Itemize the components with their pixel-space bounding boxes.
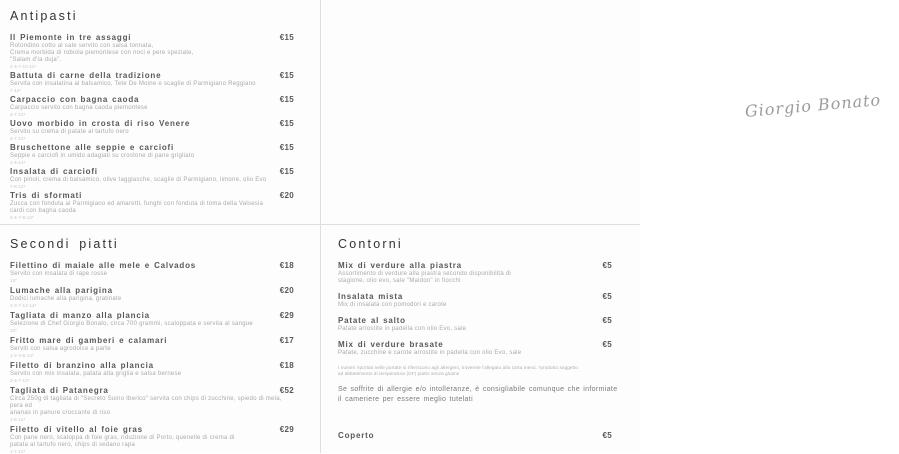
menu-item-head: [10, 336, 294, 346]
item-description-line: Mix di insalata con pomodori e carote: [338, 302, 447, 308]
item-description-line: Patate arrostite in padella con olio Evo, sale: [338, 326, 467, 332]
menu-item-head: [10, 286, 294, 296]
allergy-warning-line: Se soffrite di allergie e/o intolleranze, è consigliabile comunque che informiate: [338, 386, 618, 393]
item-price: €15: [279, 33, 294, 42]
allergen-codes: 7-8-12*: [10, 184, 26, 189]
allergen-codes: 12*: [10, 328, 18, 333]
item-name: Filettino di maiale alle mele e Calvados: [10, 261, 197, 270]
item-price: €29: [279, 425, 294, 434]
contorni-item-list: [338, 261, 612, 357]
item-description-line: Circa 250g di tagliata di "Secreto Suino Iberico" servita con chips di zucchine, spiedo di mela, pera ed: [10, 396, 282, 409]
menu-item-head: [10, 33, 294, 43]
menu-item-head: [10, 71, 294, 81]
item-name: Insalata di carciofi: [10, 167, 98, 176]
item-price: €15: [279, 71, 294, 80]
menu-item-head: [10, 143, 294, 153]
item-description-line: Dodici lumache alla parigina, gratinate: [10, 296, 122, 302]
menu-item: [338, 316, 612, 333]
allergen-codes: 1-3-7-12-14*: [10, 303, 37, 308]
coperto-row: [338, 431, 612, 441]
allergen-codes: 1-4-14*: [10, 160, 26, 165]
section-title-antipasti: Antipasti: [10, 9, 78, 23]
item-name: Filetto di vitello al foie gras: [10, 425, 143, 434]
coperto-label: Coperto: [338, 431, 375, 440]
item-name: Tagliata di manzo alla plancia: [10, 311, 150, 320]
allergen-codes: 2-4-7-10-12*: [10, 64, 37, 69]
item-description-line: Zucca con fonduta al Parmigiano ed amaretti, funghi con fonduta di toma della Valsesia: [10, 201, 264, 207]
item-name: Fritto mare di gamberi e calamari: [10, 336, 168, 345]
menu-item: [10, 95, 294, 117]
item-price: €29: [279, 311, 294, 320]
item-description-line: Crema morbida di robiola piemontese con noci e pere speziate,: [10, 50, 194, 56]
menu-item-head: [338, 340, 612, 350]
allergen-codes: 12*: [10, 278, 18, 283]
allergen-codes: 1-7-12*: [10, 449, 26, 454]
item-name: Mix di verdure brasate: [338, 340, 444, 349]
allergen-codes: 1-6-12*: [10, 417, 26, 422]
item-price: €5: [602, 340, 612, 349]
item-description-line: patata al tartufo nero, chips di sedano rapa: [10, 442, 136, 448]
item-description-line: Seppie e carciofi in umido adagiati su crostone di pane grigliato: [10, 153, 195, 159]
allergen-codes: 3-4-7-8-12*: [10, 215, 34, 220]
item-name: Tris di sformati: [10, 191, 83, 200]
item-name: Mix di verdure alla piastra: [338, 261, 462, 270]
menu-item: [10, 33, 294, 69]
coperto-price: €5: [602, 431, 612, 440]
item-name: Lumache alla parigina: [10, 286, 113, 295]
menu-item-head: [10, 167, 294, 177]
antipasti-item-list: [10, 33, 294, 220]
chef-signature: Giorgio Bonato: [744, 90, 882, 121]
menu-item-head: [10, 386, 294, 396]
menu-item: [10, 119, 294, 141]
item-description-line: Patate, zucchine e carote arrostite in padella con olio Evo, sale: [338, 350, 522, 356]
item-description-line: Servito con mix insalata, patata alla griglia e salsa bernese: [10, 371, 182, 377]
item-price: €17: [279, 336, 294, 345]
item-price: €18: [279, 261, 294, 270]
menu-item-head: [338, 292, 612, 302]
item-price: €20: [279, 286, 294, 295]
menu-item: [10, 261, 294, 283]
allergen-disclaimer-line: ad abbattimento di temperatura (GF) piatto senza glutine: [338, 371, 460, 376]
item-description-line: Rotondino cotto al sale servito con salsa tonnata,: [10, 43, 154, 49]
item-description-line: ananas in panure croccante di riso: [10, 410, 111, 416]
item-description-line: Servito su crema di patate al tartufo nero: [10, 129, 129, 135]
allergen-codes: 3-4-7-12*: [10, 378, 30, 383]
menu-item-head: [338, 261, 612, 271]
allergen-codes: 1-2-4-6-14*: [10, 353, 34, 358]
menu-item: [10, 425, 294, 454]
section-title-secondi: Secondi piatti: [10, 237, 119, 251]
item-name: Insalata mista: [338, 292, 404, 301]
allergen-codes: 4-7-12*: [10, 112, 26, 117]
menu-item-head: [10, 191, 294, 201]
menu-item-head: [338, 316, 612, 326]
item-description-line: Selezione di Chef Giorgio Bonato, circa 700 grammi, scaloppata e servita al sangue: [10, 321, 253, 327]
allergy-warning: [338, 385, 640, 405]
secondi-item-list: [10, 261, 294, 454]
allergen-codes: 7-12*: [10, 88, 22, 93]
allergen-disclaimer-line: I numeri riportati nelle portate si riferiscono agli allergeni, troverete l'allegato alla carta menù. *prodotto soggetto: [338, 365, 578, 370]
item-description-line: "Salam d'la duja".: [10, 57, 62, 63]
item-name: Filetto di branzino alla plancia: [10, 361, 154, 370]
item-name: Patate al salto: [338, 316, 406, 325]
item-name: Il Piemonte in tre assaggi: [10, 33, 132, 42]
item-price: €15: [279, 143, 294, 152]
item-name: Carpaccio con bagna caoda: [10, 95, 140, 104]
section-title-contorni: Contorni: [338, 237, 403, 251]
item-price: €20: [279, 191, 294, 200]
item-price: €18: [279, 361, 294, 370]
item-description-line: Serviti con salsa agrodolce a parte: [10, 346, 111, 352]
menu-item: [10, 311, 294, 333]
menu-item: [338, 261, 612, 285]
allergen-codes: 3-7-12*: [10, 136, 26, 141]
item-description-line: Servita con insalatina al balsamico, Tete De Moine e scaglie di Parmigiano Reggiano: [10, 81, 256, 87]
menu-item: [10, 286, 294, 308]
menu-item-head: [10, 361, 294, 371]
menu-item-head: [10, 119, 294, 129]
item-price: €52: [279, 386, 294, 395]
section-antipasti: [0, 0, 320, 224]
item-description-line: Assortimento di verdure alla piastra secondo disponibilità di: [338, 271, 512, 277]
menu-item: [10, 167, 294, 189]
item-name: Uovo morbido in crosta di riso Venere: [10, 119, 191, 128]
menu-item-head: [10, 311, 294, 321]
allergen-disclaimer: [338, 365, 640, 377]
item-description-line: Carpaccio servito con bagna caoda piemontese: [10, 105, 148, 111]
item-price: €15: [279, 119, 294, 128]
item-price: €5: [602, 316, 612, 325]
item-price: €5: [602, 261, 612, 270]
signature-area: [320, 0, 882, 224]
menu-item: [10, 386, 294, 422]
menu-item: [10, 143, 294, 165]
item-price: €15: [279, 95, 294, 104]
menu-item: [10, 361, 294, 383]
item-description-line: cardi con bagna caoda: [10, 208, 76, 214]
item-price: €5: [602, 292, 612, 301]
item-name: Battuta di carne della tradizione: [10, 71, 162, 80]
item-name: Tagliata di Patanegra: [10, 386, 109, 395]
menu-item: [10, 71, 294, 93]
item-price: €15: [279, 167, 294, 176]
menu-item: [338, 292, 612, 309]
menu-item-head: [10, 425, 294, 435]
section-secondi-piatti: [0, 225, 320, 453]
item-description-line: Servito con insalata di rape rosse: [10, 271, 108, 277]
menu-item: [10, 336, 294, 358]
allergy-warning-line: il cameriere per essere meglio tutelati: [338, 396, 473, 403]
item-description-line: Con pinoli, crema di balsamico, olive taggiasche, scaglie di Parmigiano, limone, olio Evo: [10, 177, 267, 183]
menu-item: [10, 191, 294, 220]
item-description-line: Con pane nero, scaloppa di foie gras, riduzione di Porto, quenelle di crema di: [10, 435, 235, 441]
section-contorni: [321, 225, 640, 453]
menu-item: [338, 340, 612, 357]
item-description-line: stagione, olio evo, sale "Maldon" in fiocchi: [338, 278, 461, 284]
menu-item-head: [10, 95, 294, 105]
item-name: Bruschettone alle seppie e carciofi: [10, 143, 175, 152]
menu-item-head: [10, 261, 294, 271]
